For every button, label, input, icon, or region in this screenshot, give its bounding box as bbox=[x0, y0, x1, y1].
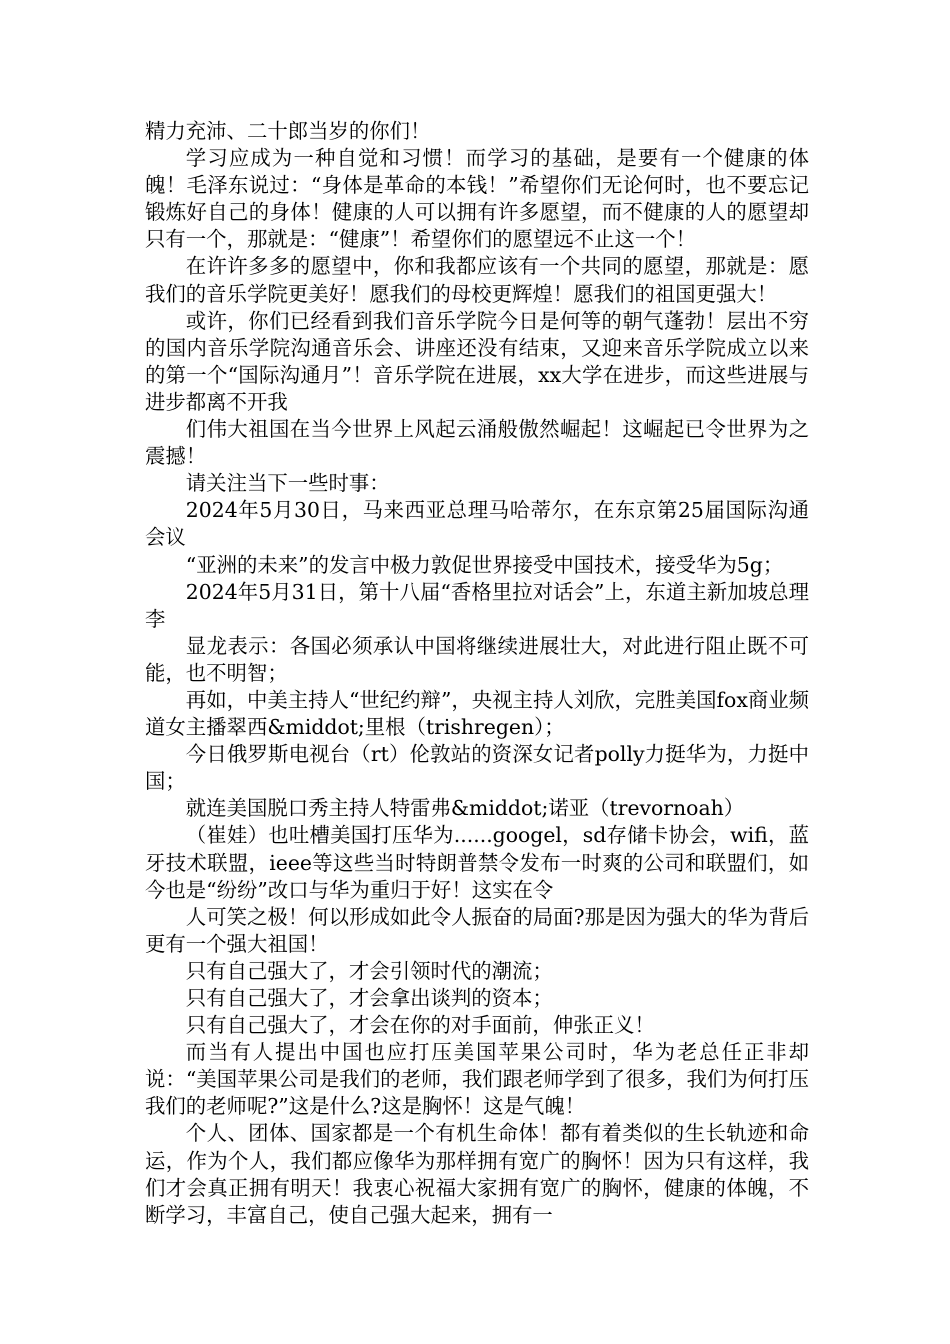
paragraph-11: 再如，中美主持人“世纪约辩”，央视主持人刘欣，完胜美国fox商业频道女主播翠西&middot;里根（trishregen）； bbox=[145, 687, 809, 740]
paragraph-12: 今日俄罗斯电视台（rt）伦敦站的资深女记者polly力挺华为，力挺中国； bbox=[145, 742, 809, 794]
paragraph-5: 们伟大祖国在当今世界上风起云涌般傲然崛起！这崛起已令世界为之震撼！ bbox=[145, 417, 809, 469]
document-body bbox=[145, 118, 809, 1229]
paragraph-14: （崔娃）也吐槽美国打压华为......googel，sd存储卡协会，wifi，蓝牙技术联盟，ieee等这些当时特朗普禁令发布一时爽的公司和联盟们，如今也是“纷纷”改口与华为重归于好！这实在令 bbox=[145, 823, 809, 902]
paragraph-13: 就连美国脱口秀主持人特雷弗&middot;诺亚（trevornoah） bbox=[185, 796, 745, 821]
paragraph-6: 请关注当下一些时事： bbox=[185, 471, 390, 496]
paragraph-16: 只有自己强大了，才会引领时代的潮流； bbox=[185, 958, 553, 983]
paragraph-15: 人可笑之极！何以形成如此令人振奋的局面?那是因为强大的华为背后更有一个强大祖国！ bbox=[145, 904, 809, 956]
paragraph-9: 2024年5月31日，第十八届“香格里拉对话会”上，东道主新加坡总理李 bbox=[145, 579, 809, 631]
paragraph-19: 而当有人提出中国也应打压美国苹果公司时，华为老总任正非却说：“美国苹果公司是我们的老师，我们跟老师学到了很多，我们为何打压我们的老师呢?”这是什么?这是胸怀！这是气魄！ bbox=[145, 1040, 809, 1119]
paragraph-18: 只有自己强大了，才会在你的对手面前，伸张正义！ bbox=[185, 1013, 655, 1038]
paragraph-17: 只有自己强大了，才会拿出谈判的资本； bbox=[185, 986, 553, 1010]
paragraph-10: 显龙表示：各国必须承认中国将继续进展壮大，对此进行阻止既不可能，也不明智； bbox=[145, 633, 809, 685]
paragraph-20: 个人、团体、国家都是一个有机生命体！都有着类似的生长轨迹和命运，作为个人，我们都应像华为那样拥有宽广的胸怀！因为只有这样，我们才会真正拥有明天！我衷心祝福大家拥有宽广的胸怀，健康的体魄，不断学习，丰富自己，使自己强大起来，拥有一 bbox=[145, 1121, 809, 1227]
paragraph-8: “亚洲的未来”的发言中极力敦促世界接受中国技术，接受华为5g； bbox=[185, 552, 784, 577]
paragraph-2: 学习应成为一种自觉和习惯！而学习的基础，是要有一个健康的体魄！毛泽东说过：“身体是革命的本钱！”希望你们无论何时，也不要忘记锻炼好自己的身体！健康的人可以拥有许多愿望，而不健康的人的愿望却只有一个，那就是：“健康”！希望你们的愿望远不止这一个！ bbox=[145, 146, 809, 252]
paragraph-4: 或许，你们已经看到我们音乐学院今日是何等的朝气蓬勃！层出不穷的国内音乐学院沟通音乐会、讲座还没有结束，又迎来音乐学院成立以来的第一个“国际沟通月”！音乐学院在进展，xx大学在进步，而这些进展与进步都离不开我 bbox=[145, 308, 809, 414]
paragraph-1: 精力充沛、二十郎当岁的你们！ bbox=[145, 119, 431, 143]
paragraph-3: 在许许多多的愿望中，你和我都应该有一个共同的愿望，那就是：愿我们的音乐学院更美好！愿我们的母校更辉煌！愿我们的祖国更强大！ bbox=[145, 254, 809, 306]
paragraph-7: 2024年5月30日，马来西亚总理马哈蒂尔，在东京第25届国际沟通会议 bbox=[145, 498, 809, 550]
